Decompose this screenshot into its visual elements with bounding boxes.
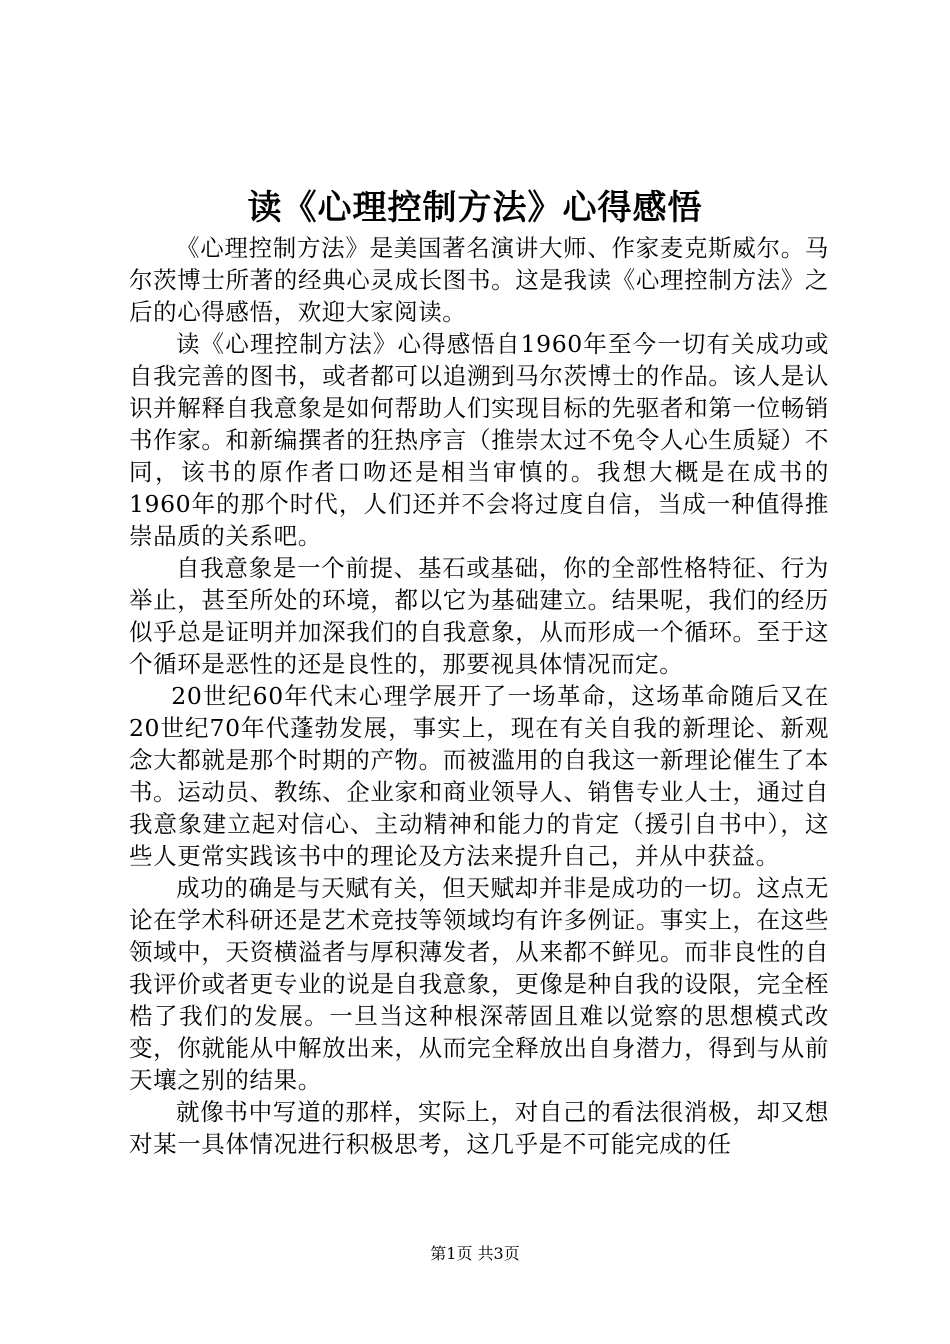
paragraph: 自我意象是一个前提、基石或基础，你的全部性格特征、行为举止，甚至所处的环境，都以它为基础建立。结果呢，我们的经历似乎总是证明并加深我们的自我意象，从而形成一个循环。至于这个循环是恶性的还是良性的，那要视具体情况而定。 [129, 554, 829, 678]
paragraph: 读《心理控制方法》心得感悟自1960年至今一切有关成功或自我完善的图书，或者都可以追溯到马尔茨博士的作品。该人是认识并解释自我意象是如何帮助人们实现目标的先驱者和第一位畅销书作家。和新编撰者的狂热序言（推崇太过不免令人心生质疑）不同，该书的原作者口吻还是相当审慎的。我想大概是在成书的1960年的那个时代，人们还并不会将过度自信，当成一种值得推崇品质的关系吧。 [129, 330, 829, 550]
paragraph: 20世纪60年代末心理学展开了一场革命，这场革命随后又在20世纪70年代蓬勃发展，事实上，现在有关自我的新理论、新观念大都就是那个时期的产物。而被滥用的自我这一新理论催生了本书。运动员、教练、企业家和商业领导人、销售专业人士，通过自我意象建立起对信心、主动精神和能力的肯定（援引自书中），这些人更常实践该书中的理论及方法来提升自己，并从中获益。 [129, 682, 829, 870]
page-number-footer: 第1页 共3页 [430, 1244, 520, 1263]
paragraph: 《心理控制方法》是美国著名演讲大师、作家麦克斯威尔。马尔茨博士所著的经典心灵成长图书。这是我读《心理控制方法》之后的心得感悟，欢迎大家阅读。 [129, 234, 829, 326]
paragraph: 成功的确是与天赋有关，但天赋却并非是成功的一切。这点无论在学术科研还是艺术竞技等领域均有许多例证。事实上，在这些领域中，天资横溢者与厚积薄发者，从来都不鲜见。而非良性的自我评价或者更专业的说是自我意象，更像是种自我的设限，完全桎梏了我们的发展。一旦当这种根深蒂固且难以觉察的思想模式改变，你就能从中解放出来，从而完全释放出自身潜力，得到与从前天壤之别的结果。 [129, 874, 829, 1094]
document-title: 读《心理控制方法》心得感悟 [247, 188, 703, 228]
paragraph: 就像书中写道的那样，实际上，对自己的看法很消极，却又想对某一具体情况进行积极思考，这几乎是不可能完成的任 [129, 1098, 829, 1158]
document-body [129, 232, 829, 1160]
